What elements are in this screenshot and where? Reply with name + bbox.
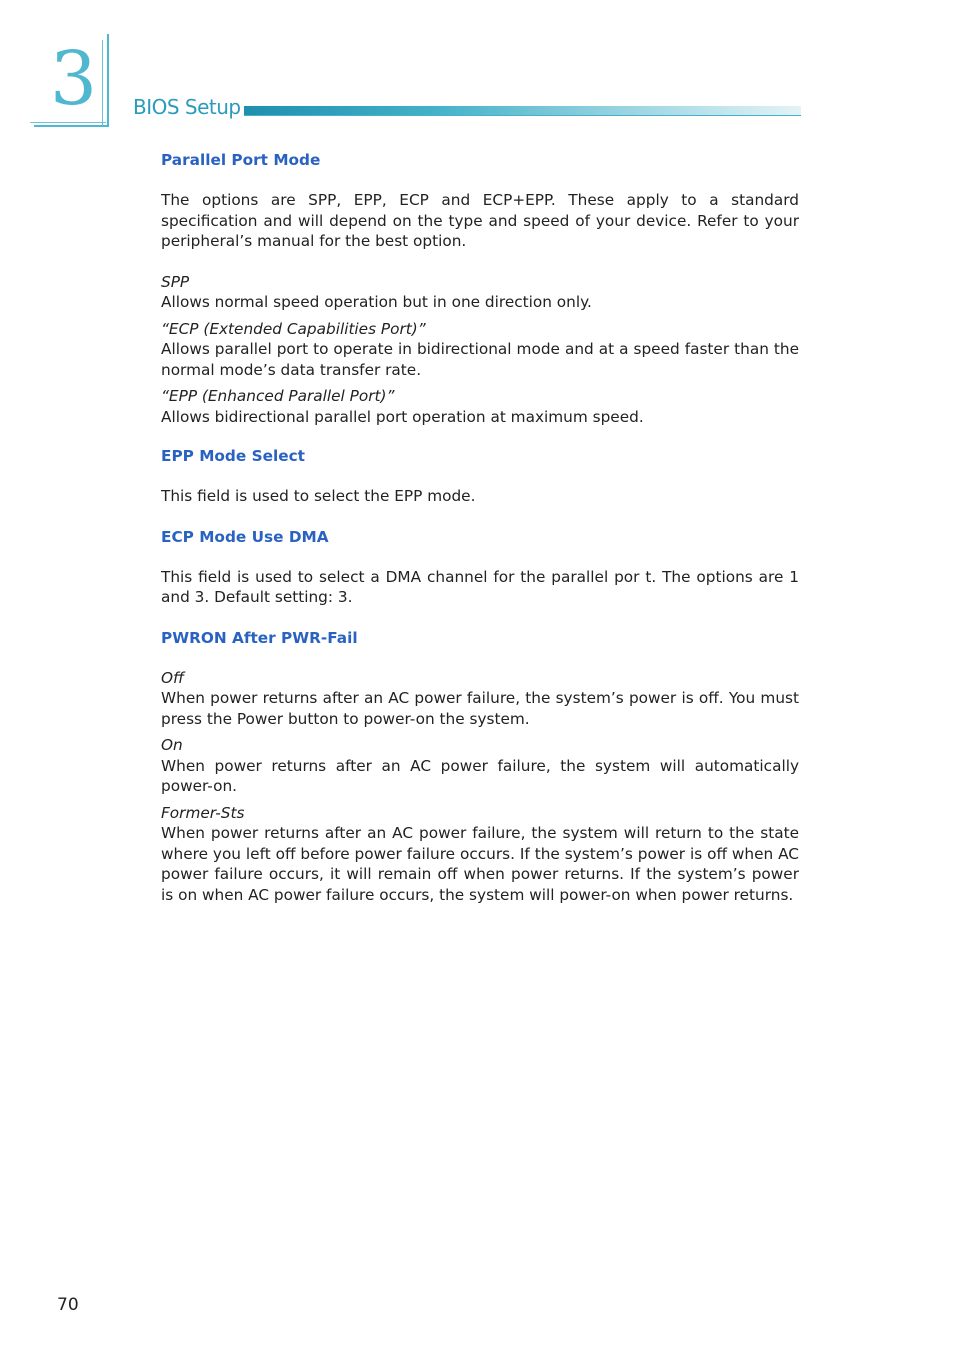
option-term: “EPP (Enhanced Parallel Port)” — [161, 387, 395, 405]
header-gradient-bar — [244, 106, 801, 115]
option-term: SPP — [161, 272, 190, 291]
section-title: BIOS Setup — [133, 95, 241, 119]
page-content — [161, 150, 799, 911]
option-item — [161, 668, 799, 730]
chapter-frame-line — [102, 40, 103, 126]
option-item — [161, 319, 799, 381]
chapter-frame-line — [107, 34, 109, 126]
option-term: On — [161, 736, 183, 754]
chapter-frame-line — [34, 125, 109, 127]
option-item — [161, 803, 799, 906]
chapter-frame-line — [30, 122, 106, 123]
option-term: “ECP (Extended Capabilities Port)” — [161, 319, 426, 338]
option-description: When power returns after an AC power failure, the system will return to the state where you left off before power failure occurs. If the system’s power is off when AC power failure occurs, it will remain off when power returns. If the system’s power is on when AC power failure occurs, the system will power-on when power returns. — [161, 824, 799, 904]
paragraph-ecp-mode-use-dma: This field is used to select a DMA channel for the parallel por t. The options are 1 and 3. Default setting: 3. — [161, 567, 799, 606]
option-description: Allows parallel port to operate in bidirectional mode and at a speed faster than the normal mode’s data transfer rate. — [161, 340, 799, 379]
paragraph-parallel-port-intro: The options are SPP, EPP, ECP and ECP+EPP. These apply to a standard specification and will depend on the type and speed of your device. Refer to your peripheral’s manual for the best option. — [161, 191, 799, 250]
page-number: 70 — [57, 1295, 79, 1315]
heading-ecp-mode-use-dma: ECP Mode Use DMA — [161, 527, 329, 546]
option-description: Allows bidirectional parallel port operation at maximum speed. — [161, 407, 644, 426]
option-description: Allows normal speed operation but in one direction only. — [161, 293, 592, 311]
option-term: Off — [161, 668, 185, 687]
option-item — [161, 735, 799, 797]
option-item — [161, 272, 799, 313]
heading-epp-mode-select: EPP Mode Select — [161, 447, 305, 465]
heading-parallel-port-mode: Parallel Port Mode — [161, 151, 321, 169]
option-description: When power returns after an AC power failure, the system’s power is off. You must press the Power button to power-on the system. — [161, 689, 799, 728]
chapter-number: 3 — [50, 36, 98, 122]
header-underline — [244, 115, 801, 116]
option-item — [161, 386, 799, 427]
option-description: When power returns after an AC power failure, the system will automatically power-on. — [161, 756, 799, 795]
paragraph-epp-mode-select: This field is used to select the EPP mode. — [161, 487, 476, 505]
heading-pwron-after-pwr-fail: PWRON After PWR-Fail — [161, 628, 358, 647]
option-term: Former-Sts — [161, 803, 245, 822]
